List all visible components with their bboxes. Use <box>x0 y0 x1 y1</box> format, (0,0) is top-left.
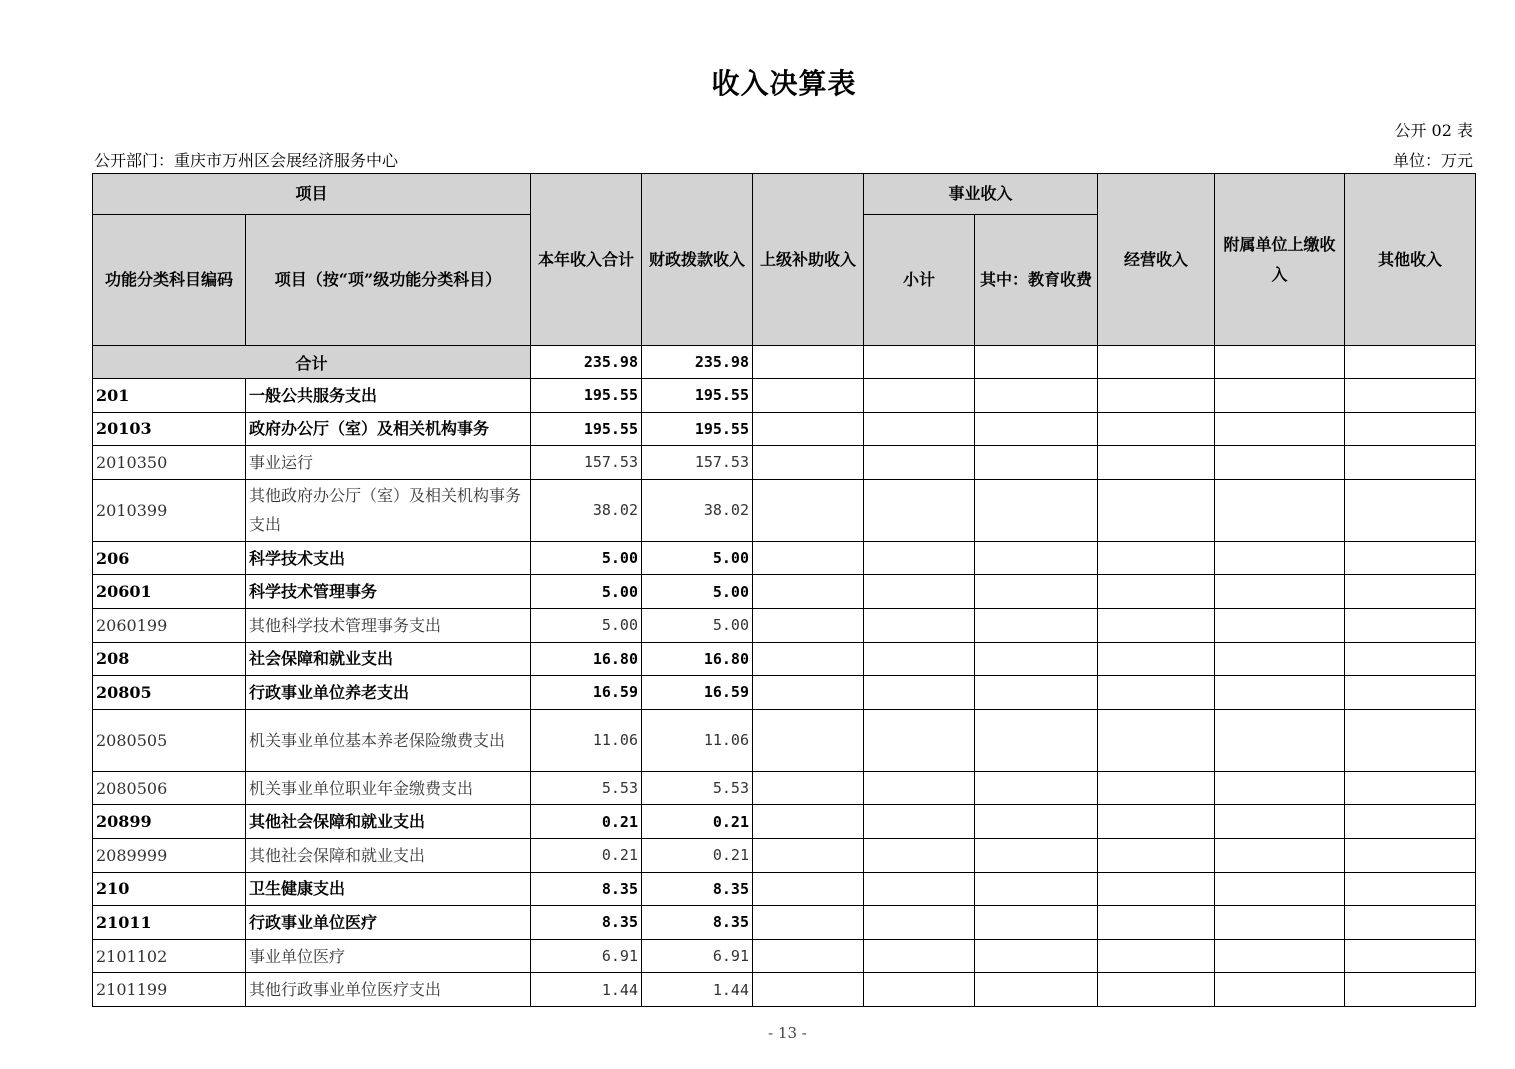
empty-cell <box>1345 838 1476 872</box>
empty-cell <box>1345 446 1476 480</box>
table-row <box>93 709 1476 771</box>
row-total-income: 195.55 <box>531 379 642 413</box>
empty-cell <box>753 872 864 906</box>
table-row <box>93 412 1476 446</box>
empty-cell <box>975 939 1098 973</box>
empty-cell <box>1215 838 1345 872</box>
empty-cell <box>864 412 975 446</box>
row-fiscal: 0.21 <box>642 838 753 872</box>
row-fiscal: 1.44 <box>642 973 753 1007</box>
empty-cell <box>1215 709 1345 771</box>
empty-cell <box>864 676 975 710</box>
row-fiscal: 0.21 <box>642 805 753 839</box>
table-row <box>93 608 1476 642</box>
empty-cell <box>1215 379 1345 413</box>
empty-cell <box>975 346 1098 379</box>
empty-cell <box>1345 872 1476 906</box>
empty-cell <box>1098 709 1215 771</box>
table-row <box>93 973 1476 1007</box>
empty-cell <box>864 771 975 805</box>
row-name: 事业运行 <box>246 446 531 480</box>
row-fiscal: 38.02 <box>642 479 753 541</box>
row-fiscal: 5.00 <box>642 575 753 609</box>
empty-cell <box>975 479 1098 541</box>
empty-cell <box>1215 412 1345 446</box>
empty-cell <box>864 608 975 642</box>
row-name: 其他社会保障和就业支出 <box>246 838 531 872</box>
row-name: 科学技术支出 <box>246 541 531 575</box>
row-code: 2080505 <box>93 709 246 771</box>
empty-cell <box>1345 939 1476 973</box>
table-row <box>93 805 1476 839</box>
empty-cell <box>753 676 864 710</box>
empty-cell <box>1215 642 1345 676</box>
empty-cell <box>1215 872 1345 906</box>
empty-cell <box>1098 346 1215 379</box>
row-fiscal: 5.00 <box>642 608 753 642</box>
empty-cell <box>1345 771 1476 805</box>
empty-cell <box>1098 939 1215 973</box>
table-row <box>93 939 1476 973</box>
table-row <box>93 676 1476 710</box>
empty-cell <box>753 906 864 940</box>
empty-cell <box>1215 771 1345 805</box>
empty-cell <box>975 838 1098 872</box>
empty-cell <box>1345 608 1476 642</box>
row-fiscal: 11.06 <box>642 709 753 771</box>
row-total-income: 6.91 <box>531 939 642 973</box>
empty-cell <box>1215 906 1345 940</box>
empty-cell <box>753 805 864 839</box>
row-code: 2010399 <box>93 479 246 541</box>
row-fiscal: 6.91 <box>642 939 753 973</box>
empty-cell <box>975 608 1098 642</box>
row-total-income: 5.00 <box>531 575 642 609</box>
empty-cell <box>1215 575 1345 609</box>
header-business-income: 事业收入 <box>864 174 1098 215</box>
empty-cell <box>864 446 975 480</box>
empty-cell <box>1098 973 1215 1007</box>
empty-cell <box>864 479 975 541</box>
row-total-income: 5.53 <box>531 771 642 805</box>
header-superior: 上级补助收入 <box>753 174 864 346</box>
empty-cell <box>753 838 864 872</box>
empty-cell <box>1345 973 1476 1007</box>
empty-cell <box>1215 446 1345 480</box>
header-other: 其他收入 <box>1345 174 1476 346</box>
empty-cell <box>1098 446 1215 480</box>
row-total-income: 5.00 <box>531 541 642 575</box>
empty-cell <box>753 575 864 609</box>
empty-cell <box>975 709 1098 771</box>
table-row <box>93 872 1476 906</box>
row-code: 2089999 <box>93 838 246 872</box>
empty-cell <box>975 446 1098 480</box>
row-name: 事业单位医疗 <box>246 939 531 973</box>
form-number: 公开 02 表 <box>1394 121 1473 140</box>
row-name: 机关事业单位基本养老保险缴费支出 <box>246 709 531 771</box>
empty-cell <box>1215 676 1345 710</box>
empty-cell <box>1345 906 1476 940</box>
empty-cell <box>1345 479 1476 541</box>
empty-cell <box>864 346 975 379</box>
empty-cell <box>975 541 1098 575</box>
row-total-income: 0.21 <box>531 805 642 839</box>
empty-cell <box>1345 346 1476 379</box>
table-row <box>93 379 1476 413</box>
row-fiscal: 5.00 <box>642 541 753 575</box>
header-fiscal: 财政拨款收入 <box>642 174 753 346</box>
income-table <box>92 173 1476 1007</box>
table-row <box>93 642 1476 676</box>
row-fiscal: 8.35 <box>642 906 753 940</box>
total-row <box>93 346 1476 379</box>
table-row <box>93 541 1476 575</box>
empty-cell <box>864 642 975 676</box>
empty-cell <box>753 446 864 480</box>
empty-cell <box>753 973 864 1007</box>
row-fiscal: 195.55 <box>642 379 753 413</box>
header-subtotal: 小计 <box>864 215 975 346</box>
empty-cell <box>864 709 975 771</box>
row-total-income: 1.44 <box>531 973 642 1007</box>
empty-cell <box>1098 906 1215 940</box>
empty-cell <box>1098 412 1215 446</box>
empty-cell <box>975 973 1098 1007</box>
row-code: 201 <box>93 379 246 413</box>
empty-cell <box>864 973 975 1007</box>
empty-cell <box>1215 346 1345 379</box>
empty-cell <box>1098 838 1215 872</box>
empty-cell <box>864 575 975 609</box>
empty-cell <box>864 541 975 575</box>
empty-cell <box>753 541 864 575</box>
empty-cell <box>975 379 1098 413</box>
empty-cell <box>1098 379 1215 413</box>
row-total-income: 16.80 <box>531 642 642 676</box>
row-code: 2010350 <box>93 446 246 480</box>
empty-cell <box>1098 479 1215 541</box>
empty-cell <box>864 939 975 973</box>
row-total-income: 16.59 <box>531 676 642 710</box>
row-name: 行政事业单位医疗 <box>246 906 531 940</box>
empty-cell <box>1098 676 1215 710</box>
empty-cell <box>864 805 975 839</box>
row-total-income: 195.55 <box>531 412 642 446</box>
empty-cell <box>1345 642 1476 676</box>
empty-cell <box>1345 575 1476 609</box>
empty-cell <box>975 805 1098 839</box>
empty-cell <box>753 412 864 446</box>
row-name: 其他政府办公厅（室）及相关机构事务支出 <box>246 479 531 541</box>
row-fiscal: 8.35 <box>642 872 753 906</box>
empty-cell <box>753 379 864 413</box>
row-name: 其他社会保障和就业支出 <box>246 805 531 839</box>
row-fiscal: 16.80 <box>642 642 753 676</box>
row-total-income: 38.02 <box>531 479 642 541</box>
table-row <box>93 771 1476 805</box>
empty-cell <box>1345 709 1476 771</box>
header-project: 项目 <box>93 174 531 215</box>
empty-cell <box>1098 805 1215 839</box>
row-name: 社会保障和就业支出 <box>246 642 531 676</box>
empty-cell <box>975 872 1098 906</box>
table-row <box>93 906 1476 940</box>
empty-cell <box>864 872 975 906</box>
row-code: 2101102 <box>93 939 246 973</box>
row-code: 21011 <box>93 906 246 940</box>
empty-cell <box>1345 676 1476 710</box>
table-row <box>93 446 1476 480</box>
empty-cell <box>753 709 864 771</box>
empty-cell <box>975 676 1098 710</box>
row-fiscal: 5.53 <box>642 771 753 805</box>
row-total-income: 8.35 <box>531 906 642 940</box>
table-row <box>93 479 1476 541</box>
page-title: 收入决算表 <box>711 67 857 100</box>
empty-cell <box>1098 575 1215 609</box>
row-name: 其他科学技术管理事务支出 <box>246 608 531 642</box>
empty-cell <box>975 906 1098 940</box>
row-name: 机关事业单位职业年金缴费支出 <box>246 771 531 805</box>
unit-label: 单位：万元 <box>1392 151 1473 170</box>
empty-cell <box>975 412 1098 446</box>
row-name: 其他行政事业单位医疗支出 <box>246 973 531 1007</box>
header-operating: 经营收入 <box>1098 174 1215 346</box>
empty-cell <box>864 906 975 940</box>
total-income-value: 235.98 <box>531 346 642 379</box>
total-label: 合计 <box>93 346 531 379</box>
row-name: 政府办公厅（室）及相关机构事务 <box>246 412 531 446</box>
department-label: 公开部门：重庆市万州区会展经济服务中心 <box>94 151 399 170</box>
row-code: 2060199 <box>93 608 246 642</box>
empty-cell <box>753 642 864 676</box>
row-code: 20103 <box>93 412 246 446</box>
empty-cell <box>975 575 1098 609</box>
empty-cell <box>975 771 1098 805</box>
empty-cell <box>1098 872 1215 906</box>
row-code: 20899 <box>93 805 246 839</box>
empty-cell <box>753 771 864 805</box>
empty-cell <box>864 379 975 413</box>
row-fiscal: 157.53 <box>642 446 753 480</box>
header-affiliated: 附属单位上缴收入 <box>1215 174 1345 346</box>
empty-cell <box>1345 412 1476 446</box>
row-code: 20805 <box>93 676 246 710</box>
row-total-income: 157.53 <box>531 446 642 480</box>
empty-cell <box>1098 608 1215 642</box>
header-code: 功能分类科目编码 <box>93 215 246 346</box>
total-fiscal-value: 235.98 <box>642 346 753 379</box>
row-code: 20601 <box>93 575 246 609</box>
row-code: 210 <box>93 872 246 906</box>
row-code: 2101199 <box>93 973 246 1007</box>
row-total-income: 11.06 <box>531 709 642 771</box>
row-fiscal: 195.55 <box>642 412 753 446</box>
empty-cell <box>975 642 1098 676</box>
row-code: 2080506 <box>93 771 246 805</box>
empty-cell <box>753 939 864 973</box>
empty-cell <box>1345 805 1476 839</box>
header-name: 项目（按“项”级功能分类科目） <box>246 215 531 346</box>
empty-cell <box>753 479 864 541</box>
row-total-income: 0.21 <box>531 838 642 872</box>
page-number: - 13 - <box>768 1024 807 1042</box>
empty-cell <box>1098 771 1215 805</box>
row-name: 卫生健康支出 <box>246 872 531 906</box>
header-education: 其中：教育收费 <box>975 215 1098 346</box>
empty-cell <box>1345 379 1476 413</box>
empty-cell <box>1215 973 1345 1007</box>
empty-cell <box>864 838 975 872</box>
empty-cell <box>1098 642 1215 676</box>
empty-cell <box>1215 479 1345 541</box>
empty-cell <box>753 346 864 379</box>
row-code: 208 <box>93 642 246 676</box>
row-total-income: 5.00 <box>531 608 642 642</box>
empty-cell <box>1215 939 1345 973</box>
empty-cell <box>1215 608 1345 642</box>
empty-cell <box>1345 541 1476 575</box>
empty-cell <box>1215 541 1345 575</box>
empty-cell <box>1098 541 1215 575</box>
header-total-income: 本年收入合计 <box>531 174 642 346</box>
row-fiscal: 16.59 <box>642 676 753 710</box>
row-name: 行政事业单位养老支出 <box>246 676 531 710</box>
empty-cell <box>1215 805 1345 839</box>
table-row <box>93 575 1476 609</box>
row-name: 一般公共服务支出 <box>246 379 531 413</box>
empty-cell <box>753 608 864 642</box>
row-code: 206 <box>93 541 246 575</box>
row-name: 科学技术管理事务 <box>246 575 531 609</box>
table-row <box>93 838 1476 872</box>
row-total-income: 8.35 <box>531 872 642 906</box>
